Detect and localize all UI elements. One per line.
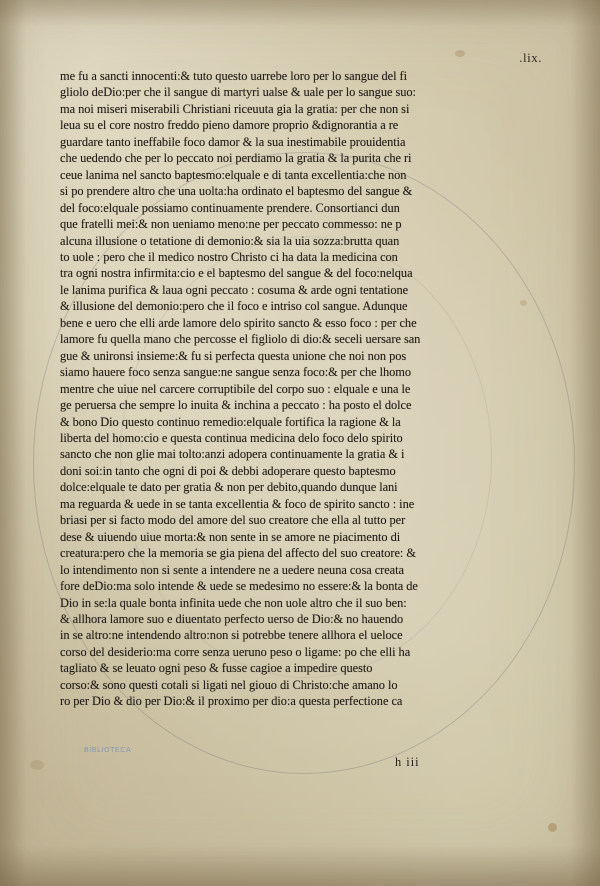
text-line: leua su el core nostro freddo pieno damore proprio &dignorantia a re	[60, 118, 399, 133]
text-line: Dio in se:la quale bonta infinita uede che non uole altro che il suo ben:	[60, 595, 407, 610]
text-line: ma reguarda & uede in se tanta excellentia & foco de spirito sancto : ine	[60, 496, 415, 511]
text-line: gliolo deDio:per che il sangue di martyri ualse & uale per lo sangue suo:	[60, 85, 416, 100]
text-line: liberta del homo:cio e questa continua medicina delo foco delo spirito	[60, 430, 403, 445]
text-line: guardare tanto ineffabile foco damor & la sua inestimabile prouidentia	[60, 134, 406, 149]
text-line: lo intendimento non si sente a intendere ne a uedere neuna cosa creata	[60, 562, 404, 577]
text-line: in se altro:ne intendendo altro:non si potrebbe tenere allhora el ueloce	[60, 628, 403, 643]
text-line: & bono Dio questo continuo remedio:elquale fortifica la ragione & la	[60, 414, 401, 429]
text-block	[60, 68, 540, 710]
library-stamp: BIBLIOTECA	[84, 747, 132, 754]
text-line: briasi per si facto modo del amore del suo creatore che ella al tutto per	[60, 513, 406, 528]
text-line: corso del desiderio:ma corre senza ueruno peso o ligame: po che elli ha	[60, 644, 411, 659]
page-edge-shading-top	[0, 0, 600, 26]
foxing-spot	[548, 823, 557, 832]
text-line: bene e uero che elli arde lamore delo spirito sancto & esso foco : per che	[60, 315, 417, 330]
text-line: & allhora lamore suo e diuentato perfecto uerso de Dio:& no hauendo	[60, 611, 404, 626]
quire-signature: h iii	[395, 755, 420, 769]
text-line: siamo hauere foco senza sangue:ne sangue senza foco:& per che lhomo	[60, 365, 412, 380]
text-line: me fu a sancti innocenti:& tuto questo uarrebe loro per lo sangue del fi	[60, 69, 408, 83]
text-line: ge peruersa che sempre lo inuita & inchina a peccato : ha posto el dolce	[60, 398, 412, 413]
text-line: tagliato & se leuato ogni peso & fusse cagioe a impedire questo	[60, 661, 373, 676]
text-line: le lanima purifica & laua ogni peccato : cosuma & arde ogni tentatione	[60, 282, 409, 297]
text-line: lamore fu quella mano che percosse el figliolo di dio:& seceli uersare san	[60, 332, 421, 347]
text-line: que fratelli mei:& non ueniamo meno:ne per peccato commesso: ne p	[60, 217, 402, 232]
text-line: & illusione del demonio:pero che il foco e intriso col sangue. Adunque	[60, 299, 408, 314]
text-line: to uole : pero che il medico nostro Christo ci ha data la medicina con	[60, 249, 398, 264]
text-line: mentre che uiue nel carcere corruptibile del corpo suo : elquale e una le	[60, 381, 411, 396]
text-line: dolce:elquale te dato per gratia & non per debito,quando dunque lani	[60, 480, 398, 495]
foxing-spot	[30, 760, 44, 770]
text-line: sancto che non glie mai tolto:anzi adopera continuamente la gratia & i	[60, 447, 405, 462]
text-line: del foco:elquale possiamo continuamente prendere. Consortianci dun	[60, 200, 400, 215]
text-line: che uedendo che per lo peccato noi perdiamo la gratia & la purita che ri	[60, 151, 412, 166]
text-line: dese & uiuendo uiue morta:& non sente in se amore ne piacimento di	[60, 529, 401, 544]
text-line: creatura:pero che la memoria se gia piena del affecto del suo creatore: &	[60, 546, 416, 561]
text-line: tra ogni nostra infirmita:cio e el baptesmo del sangue & del foco:nelqua	[60, 266, 413, 281]
text-line: gue & unironsi insieme:& fu si perfecta questa unione che noi non pos	[60, 348, 407, 363]
page-edge-shading-right	[570, 0, 600, 886]
text-line: ma noi miseri miserabili Christiani riceuuta gia la gratia: per che non si	[60, 101, 410, 116]
text-line: si po prendere altro che una uolta:ha ordinato el baptesmo del sangue &	[60, 184, 413, 199]
page-edge-shading-bottom	[0, 846, 600, 886]
text-line: doni soi:in tanto che ogni di poi & debbi adoperare questo baptesmo	[60, 463, 396, 478]
foxing-spot	[455, 50, 465, 57]
folio-number: .lix.	[519, 50, 542, 65]
text-line: alcuna illusione o tetatione di demonio:& sia la uia sozza:brutta quan	[60, 233, 400, 248]
page-edge-shading-left	[0, 0, 26, 886]
text-line: corso:& sono questi cotali si ligati nel giouo di Christo:che amano lo	[60, 677, 398, 692]
text-line: fore deDio:ma solo intende & uede se medesimo no essere:& la bonta de	[60, 579, 418, 594]
text-line: ceue lanima nel sancto baptesmo:elquale e di tanta excellentia:che non	[60, 167, 407, 182]
text-line: ro per Dio & dio per Dio:& il proximo per dio:a questa perfectione ca	[60, 694, 403, 709]
